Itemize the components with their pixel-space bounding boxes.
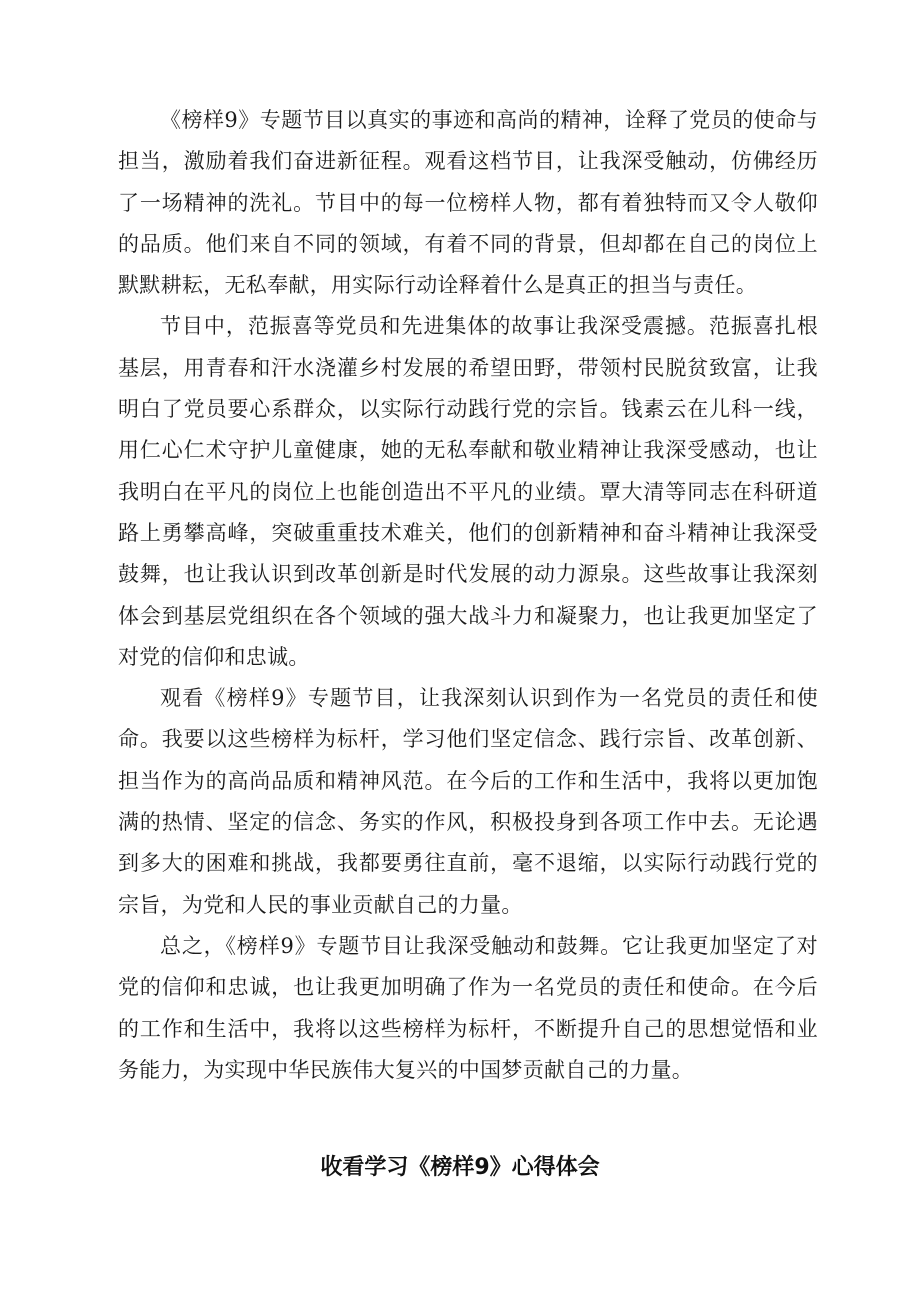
paragraph-4: 总之，《榜样9》专题节目让我深受触动和鼓舞。它让我更加坚定了对党的信仰和忠诚，也让我更加明确了作为一名党员的责任和使命。在今后的工作和生活中，我将以这些榜样为标杆，不断提升自己的思想觉悟和业务能力，为实现中华民族伟大复兴的中国梦贡献自己的力量。 [118,933,818,1082]
paragraph-2: 节目中，范振喜等党员和先进集体的故事让我深受震撼。范振喜扎根基层，用青春和汗水浇灌乡村发展的希望田野，带领村民脱贫致富，让我明白了党员要心系群众，以实际行动践行党的宗旨。钱素云在儿科一线，用仁心仁术守护儿童健康，她的无私奉献和敬业精神让我深受感动，也让我明白在平凡的岗位上也能创造出不平凡的业绩。覃大清等同志在科研道路上勇攀高峰，突破重重技术难关，他们的创新精神和奋斗精神让我深受鼓舞，也让我认识到改革创新是时代发展的动力源泉。这些故事让我深刻体会到基层党组织在各个领域的强大战斗力和凝聚力，也让我更加坚定了对党的信仰和忠诚。 [118,314,818,669]
paragraph-3: 观看《榜样9》专题节目，让我深刻认识到作为一名党员的责任和使命。我要以这些榜样为标杆，学习他们坚定信念、践行宗旨、改革创新、担当作为的高尚品质和精神风范。在今后的工作和生活中，我将以更加饱满的热情、坚定的信念、务实的作风，积极投身到各项工作中去。无论遇到多大的困难和挑战，我都要勇往直前，毫不退缩，以实际行动践行党的宗旨，为党和人民的事业贡献自己的力量。 [118,686,818,917]
next-article-heading: 收看学习《榜样9》心得体会 [320,1155,600,1180]
article-body [118,100,818,1091]
paragraph-1: 《榜样9》专题节目以真实的事迹和高尚的精神，诠释了党员的使命与担当，激励着我们奋进新征程。观看这档节目，让我深受触动，仿佛经历了一场精神的洗礼。节目中的每一位榜样人物，都有着独特而又令人敬仰的品质。他们来自不同的领域，有着不同的背景，但却都在自己的岗位上默默耕耘，无私奉献，用实际行动诠释着什么是真正的担当与责任。 [118,108,818,298]
